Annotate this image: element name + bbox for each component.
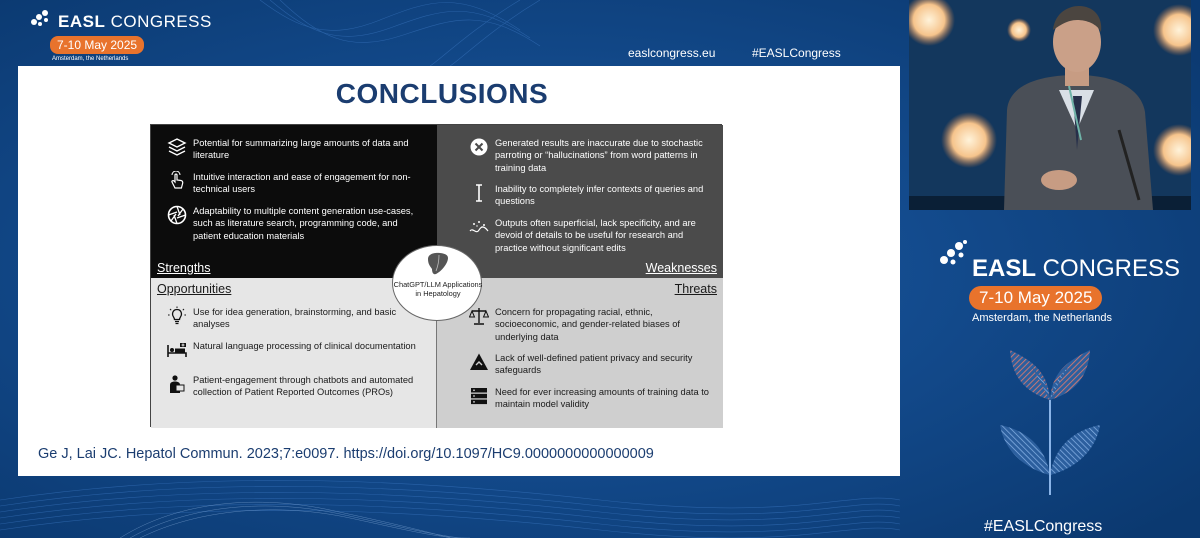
opportunities-quadrant: Opportunities Use for idea generation, brainstorming, and basic analyses Natural language processing of clinical documentation Patient-engagement through chatbots and automated collection of Patient Reported Outcomes (PROs) <box>151 278 437 428</box>
threats-label: Threats <box>674 282 717 296</box>
speaker-video <box>909 0 1191 210</box>
lightbulb-icon <box>167 306 187 326</box>
swot-diagram <box>150 124 722 427</box>
citation: Ge J, Lai JC. Hepatol Commun. 2023;7:e0097. https://doi.org/10.1097/HC9.0000000000000009 <box>38 446 654 462</box>
weaknesses-quadrant: Generated results are inaccurate due to stochastic parroting or “hallucinations” from word patterns in training data Inability to completely infer contexts of queries and questions Outputs often superficial, lack specificity, and are devoid of details to be useful for research and practice without significant edits Weaknesses <box>437 125 723 278</box>
x-circle-icon <box>469 137 489 157</box>
tulip-graphic <box>1000 345 1100 495</box>
center-topic-circle <box>392 245 482 321</box>
side-logo-wordmark: EASL CONGRESS <box>972 255 1181 282</box>
warning-icon <box>469 352 489 372</box>
logo-wordmark: EASL CONGRESS <box>58 12 212 31</box>
congress-location: Amsterdam, the Netherlands <box>52 56 129 62</box>
hospital-bed-icon <box>167 340 187 360</box>
liver-icon <box>426 251 450 277</box>
person-chat-icon <box>167 374 187 394</box>
strengths-quadrant: Potential for summarizing large amounts of data and literature Intuitive interaction and ease of engagement for non-technical users Adaptability to multiple content generation use-cases, such as literature search, programming code, and patient education materials Strengths <box>151 125 437 278</box>
side-congress-dates: 7-10 May 2025 <box>969 286 1102 310</box>
hashtag-top: #EASLCongress <box>752 46 841 60</box>
sparkle-wave-icon <box>469 217 489 237</box>
congress-dates: 7-10 May 2025 <box>50 36 144 54</box>
aperture-icon <box>167 205 187 225</box>
opportunities-label: Opportunities <box>157 282 232 296</box>
weaknesses-label: Weaknesses <box>645 261 717 275</box>
slide-title: CONCLUSIONS <box>335 78 549 109</box>
scales-icon <box>469 306 489 326</box>
easl-congress-logo <box>30 6 230 62</box>
text-cursor-icon <box>469 183 489 203</box>
center-topic-label: ChatGPT/LLM Applications in Hepatology <box>393 280 483 298</box>
server-icon <box>469 386 489 406</box>
strengths-label: Strengths <box>157 261 211 275</box>
website-link: easlcongress.eu <box>628 46 716 60</box>
presentation-slide <box>18 66 900 476</box>
side-panel-logo <box>938 238 1188 328</box>
logo-dots-icon <box>30 8 52 28</box>
side-congress-location: Amsterdam, the Netherlands <box>972 312 1113 324</box>
hashtag-bottom: #EASLCongress <box>984 518 1103 535</box>
threats-quadrant: Threats Concern for propagating racial, ethnic, socioeconomic, and gender-related biases of underlying data Lack of well-defined patient privacy and security safeguards Need for ever increasing amounts of training data to maintain model validity <box>437 278 723 428</box>
stack-icon <box>167 137 187 157</box>
touch-hand-icon <box>167 171 187 191</box>
logo-dots-icon <box>938 238 968 268</box>
